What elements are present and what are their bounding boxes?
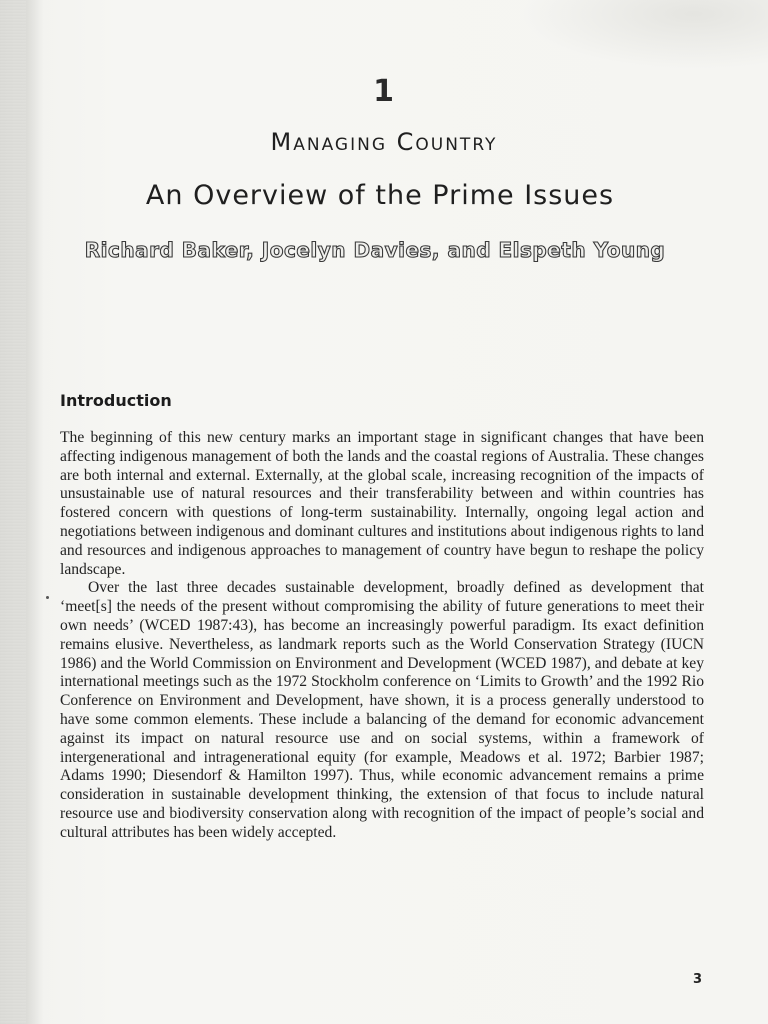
paragraph-1: The beginning of this new century marks an important stage in significant changes that have been affecting indigenous management of both the lands and the coastal regions of Australia. These changes are both internal and external. Externally, at the global scale, increasing recognition of the impacts of unsustainable use of natural resources and their transferability between and within countries has fostered concern with questions of long-term sustainability. Internally, ongoing legal action and negotiations between indigenous and dominant cultures and institutions about indigenous rights to land and resources and indigenous approaches to management of country have begun to reshape the policy landscape. — [60, 429, 704, 578]
body-text — [60, 429, 704, 843]
paragraph-2: Over the last three decades sustainable development, broadly defined as development that ‘meet[s] the needs of the present without compromising the ability of future generations to meet their own needs’ (WCED 1987:43), has become an increasingly powerful paradigm. Its exact definition remains elusive. Nevertheless, as landmark reports such as the World Conservation Strategy (IUCN 1986) and the World Commission on Environment and Development (WCED 1987), and debate at key international meetings such as the 1972 Stockholm conference on ‘Limits to Growth’ and the 1992 Rio Conference on Environment and Development, have shown, it is a process generally understood to have some common elements. These include a balancing of the demand for economic advancement against its impact on natural resource use and on social systems, within a framework of intergenerational and intragenerational equity (for example, Meadows et al. 1972; Barbier 1987; Adams 1990; Diesendorf & Hamilton 1997). Thus, while economic advancement remains a prime consideration in sustainable development thinking, the extension of that focus to include natural resource use and biodiversity conservation along with recognition of the impact of people’s social and cultural attributes has been widely accepted. — [60, 579, 704, 841]
chapter-subtitle: An Overview of the Prime Issues — [145, 180, 615, 211]
scan-haze — [520, 0, 768, 70]
section-heading: Introduction — [60, 391, 172, 410]
chapter-number: 1 — [373, 74, 395, 109]
chapter-authors: Richard Baker, Jocelyn Davies, and Elspeth Young — [84, 238, 666, 262]
scan-speck — [46, 596, 49, 599]
chapter-title: Managing Country — [270, 128, 498, 156]
page-number: 3 — [692, 972, 702, 987]
